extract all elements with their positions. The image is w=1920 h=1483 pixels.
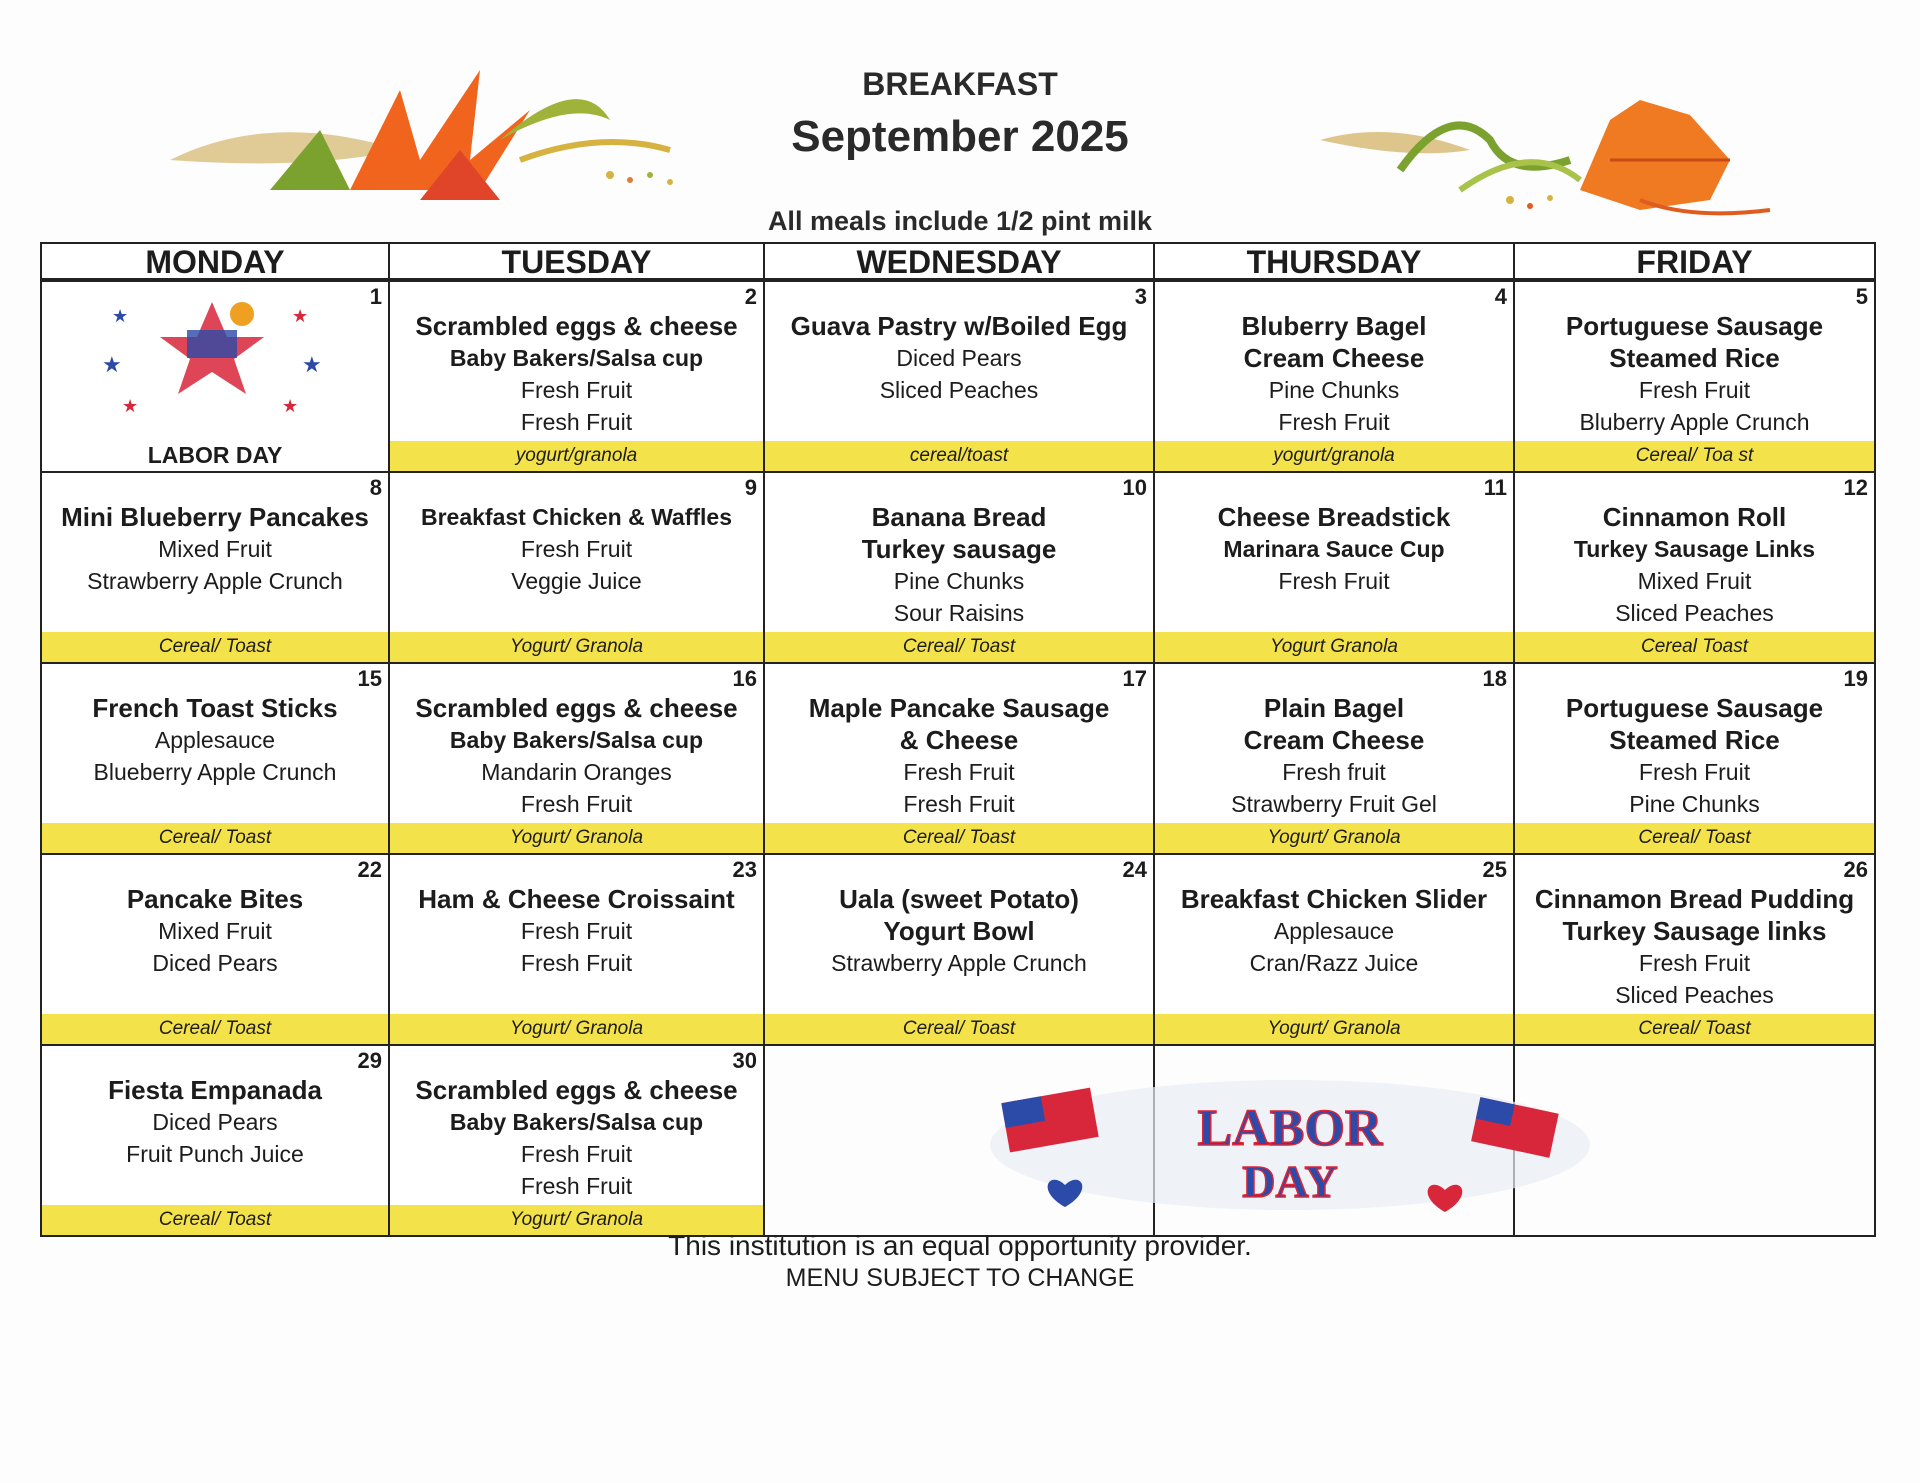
side-item: Turkey Sausage Links bbox=[1573, 536, 1816, 562]
side-item: Applesauce bbox=[1273, 918, 1395, 944]
day-number: 1 bbox=[369, 284, 382, 309]
alternate-option-band: Cereal/ Toa st bbox=[1515, 441, 1874, 471]
meal-items bbox=[390, 692, 763, 820]
equal-opportunity-note: This institution is an equal opportunity provider. bbox=[668, 1230, 1252, 1261]
side-item: Sour Raisins bbox=[893, 600, 1025, 626]
alternate-option-band: cereal/toast bbox=[765, 441, 1153, 471]
main-entree: Steamed Rice bbox=[1609, 725, 1780, 755]
weekday-header-tuesday: TUESDAY bbox=[388, 242, 765, 280]
day-cell-17 bbox=[763, 662, 1155, 855]
meal-items bbox=[1155, 501, 1513, 597]
alternate-option-band: Yogurt/ Granola bbox=[1155, 1014, 1513, 1044]
side-item: Fresh Fruit bbox=[520, 536, 633, 562]
day-number: 22 bbox=[357, 857, 382, 882]
day-cell-5 bbox=[1513, 280, 1876, 473]
day-number: 9 bbox=[744, 475, 757, 500]
side-item: Mandarin Oranges bbox=[481, 759, 672, 785]
main-entree: Yogurt Bowl bbox=[883, 916, 1035, 946]
day-cell-29 bbox=[40, 1044, 390, 1237]
day-cell-1 bbox=[40, 280, 390, 473]
alternate-option-band: yogurt/granola bbox=[1155, 441, 1513, 471]
main-entree: Cheese Breadstick bbox=[1217, 502, 1451, 532]
svg-text:★: ★ bbox=[112, 306, 129, 326]
meal-items bbox=[765, 310, 1153, 406]
holiday-label: LABOR DAY bbox=[147, 442, 283, 468]
svg-text:★: ★ bbox=[302, 352, 322, 377]
side-item: Bluberry Apple Crunch bbox=[1579, 409, 1810, 435]
main-entree: Scrambled eggs & cheese bbox=[415, 311, 738, 341]
meal-items bbox=[1515, 310, 1874, 438]
svg-text:DAY: DAY bbox=[1242, 1156, 1338, 1207]
day-cell-2 bbox=[388, 280, 765, 473]
side-item: Strawberry Apple Crunch bbox=[831, 950, 1087, 976]
main-entree: Cream Cheese bbox=[1243, 343, 1425, 373]
alternate-option-band: yogurt/granola bbox=[390, 441, 763, 471]
svg-text:★: ★ bbox=[292, 306, 309, 326]
meal-items bbox=[1515, 692, 1874, 820]
side-item: Pine Chunks bbox=[893, 568, 1025, 594]
day-number: 3 bbox=[1134, 284, 1147, 309]
day-number: 15 bbox=[357, 666, 382, 691]
side-item: Fresh Fruit bbox=[903, 759, 1015, 785]
meal-items bbox=[390, 883, 763, 979]
day-number: 11 bbox=[1483, 475, 1507, 500]
main-entree: Guava Pastry w/Boiled Egg bbox=[790, 311, 1128, 341]
side-item: Marinara Sauce Cup bbox=[1223, 536, 1445, 562]
main-entree: Uala (sweet Potato) bbox=[839, 884, 1079, 914]
main-entree: Steamed Rice bbox=[1609, 343, 1780, 373]
day-cell-15 bbox=[40, 662, 390, 855]
meal-items bbox=[42, 883, 388, 979]
day-number: 12 bbox=[1843, 475, 1868, 500]
menu-title: BREAKFAST bbox=[862, 66, 1058, 102]
side-item: Pine Chunks bbox=[1629, 791, 1760, 817]
main-entree: Mini Blueberry Pancakes bbox=[61, 502, 369, 532]
alternate-option-band: Cereal Toast bbox=[1515, 632, 1874, 662]
alternate-option-band: Yogurt/ Granola bbox=[1155, 823, 1513, 853]
main-entree: Banana Bread bbox=[871, 502, 1047, 532]
side-item: Sliced Peaches bbox=[879, 377, 1039, 403]
alternate-option-band: Yogurt/ Granola bbox=[390, 1014, 763, 1044]
side-item: Strawberry Fruit Gel bbox=[1231, 791, 1437, 817]
main-entree: Scrambled eggs & cheese bbox=[415, 1075, 738, 1105]
weekday-header-thursday: THURSDAY bbox=[1153, 242, 1515, 280]
labor-day-banner-image bbox=[975, 1065, 1605, 1215]
milk-note: All meals include 1/2 pint milk bbox=[767, 206, 1153, 236]
side-item: Blueberry Apple Crunch bbox=[93, 759, 337, 785]
day-number: 18 bbox=[1482, 666, 1507, 691]
alternate-option-band: Cereal/ Toast bbox=[765, 632, 1153, 662]
meal-items bbox=[1155, 883, 1513, 979]
day-cell-30 bbox=[388, 1044, 765, 1237]
main-entree: Portuguese Sausage bbox=[1565, 311, 1824, 341]
alternate-option-band: Yogurt/ Granola bbox=[390, 1205, 763, 1235]
meal-items bbox=[390, 501, 763, 597]
main-entree: Pancake Bites bbox=[126, 884, 304, 914]
main-entree: Breakfast Chicken Slider bbox=[1180, 884, 1488, 914]
main-entree: Cinnamon Roll bbox=[1602, 502, 1787, 532]
side-item: Applesauce bbox=[154, 727, 276, 753]
meal-items bbox=[390, 310, 763, 438]
day-cell-26 bbox=[1513, 853, 1876, 1046]
day-cell-12 bbox=[1513, 471, 1876, 664]
side-item: Fresh Fruit bbox=[903, 791, 1015, 817]
weekday-header-friday: FRIDAY bbox=[1513, 242, 1876, 280]
day-number: 4 bbox=[1494, 284, 1507, 309]
day-number: 17 bbox=[1122, 666, 1147, 691]
meal-items bbox=[1155, 692, 1513, 820]
side-item: Strawberry Apple Crunch bbox=[87, 568, 343, 594]
day-cell-10 bbox=[763, 471, 1155, 664]
day-number: 30 bbox=[732, 1048, 757, 1073]
day-cell-9 bbox=[388, 471, 765, 664]
alternate-option-band: Yogurt/ Granola bbox=[390, 632, 763, 662]
side-item: Diced Pears bbox=[152, 1109, 278, 1135]
main-entree: Maple Pancake Sausage bbox=[808, 693, 1110, 723]
day-cell-11 bbox=[1153, 471, 1515, 664]
day-cell-16 bbox=[388, 662, 765, 855]
side-item: Fresh Fruit bbox=[520, 409, 633, 435]
side-item: Pine Chunks bbox=[1268, 377, 1400, 403]
side-item: Fresh Fruit bbox=[1278, 409, 1390, 435]
day-number: 5 bbox=[1855, 284, 1868, 309]
menu-change-note: MENU SUBJECT TO CHANGE bbox=[785, 1264, 1135, 1292]
happy-labor-day-image bbox=[92, 292, 332, 422]
side-item: Fresh fruit bbox=[1282, 759, 1386, 785]
side-item: Baby Bakers/Salsa cup bbox=[449, 727, 704, 753]
alternate-option-band: Cereal/ Toast bbox=[42, 823, 388, 853]
side-item: Sliced Peaches bbox=[1615, 600, 1774, 626]
day-cell-19 bbox=[1513, 662, 1876, 855]
menu-month: September 2025 bbox=[791, 112, 1129, 161]
main-entree: & Cheese bbox=[899, 725, 1019, 755]
main-entree: Turkey sausage bbox=[861, 534, 1057, 564]
main-entree: Cream Cheese bbox=[1243, 725, 1425, 755]
main-entree: Scrambled eggs & cheese bbox=[415, 693, 738, 723]
meal-items bbox=[765, 883, 1153, 979]
alternate-option-band: Cereal/ Toast bbox=[42, 1014, 388, 1044]
main-entree: Fiesta Empanada bbox=[108, 1075, 322, 1105]
meal-items bbox=[42, 501, 388, 597]
side-item: Diced Pears bbox=[152, 950, 278, 976]
side-item: Mixed Fruit bbox=[158, 536, 272, 562]
day-cell-4 bbox=[1153, 280, 1515, 473]
side-item: Fresh Fruit bbox=[1278, 568, 1390, 594]
main-entree: Ham & Cheese Croissaint bbox=[418, 884, 735, 914]
side-item: Mixed Fruit bbox=[1637, 568, 1752, 594]
day-cell-18 bbox=[1153, 662, 1515, 855]
alternate-option-band: Cereal/ Toast bbox=[42, 632, 388, 662]
meal-items bbox=[42, 1074, 388, 1170]
day-number: 26 bbox=[1843, 857, 1868, 882]
side-item: Fruit Punch Juice bbox=[126, 1141, 304, 1167]
day-number: 29 bbox=[357, 1048, 382, 1073]
meal-items bbox=[390, 1074, 763, 1202]
side-item: Breakfast Chicken & Waffles bbox=[420, 504, 733, 530]
main-entree: French Toast Sticks bbox=[92, 693, 338, 723]
side-item: Fresh Fruit bbox=[1638, 950, 1751, 976]
svg-text:★: ★ bbox=[282, 396, 299, 416]
side-item: Fresh Fruit bbox=[520, 950, 633, 976]
day-number: 24 bbox=[1122, 857, 1147, 882]
meal-items bbox=[1155, 310, 1513, 438]
meal-items bbox=[765, 692, 1153, 820]
day-cell-8 bbox=[40, 471, 390, 664]
alternate-option-band: Yogurt/ Granola bbox=[390, 823, 763, 853]
meal-items bbox=[1515, 501, 1874, 629]
meal-items bbox=[1515, 883, 1874, 1011]
day-number: 19 bbox=[1843, 666, 1868, 691]
main-entree: Plain Bagel bbox=[1263, 693, 1405, 723]
meal-items bbox=[765, 501, 1153, 629]
alternate-option-band: Cereal/ Toast bbox=[42, 1205, 388, 1235]
main-entree: Bluberry Bagel bbox=[1241, 311, 1427, 341]
side-item: Fresh Fruit bbox=[520, 377, 633, 403]
side-item: Diced Pears bbox=[896, 345, 1022, 371]
day-number: 23 bbox=[732, 857, 757, 882]
alternate-option-band: Cereal/ Toast bbox=[765, 823, 1153, 853]
side-item: Sliced Peaches bbox=[1615, 982, 1774, 1008]
weekday-header-monday: MONDAY bbox=[40, 242, 390, 280]
side-item: Baby Bakers/Salsa cup bbox=[449, 1109, 704, 1135]
alternate-option-band: Cereal/ Toast bbox=[1515, 1014, 1874, 1044]
side-item: Baby Bakers/Salsa cup bbox=[449, 345, 704, 371]
side-item: Veggie Juice bbox=[511, 568, 642, 594]
day-cell-3 bbox=[763, 280, 1155, 473]
day-cell-25 bbox=[1153, 853, 1515, 1046]
side-item: Cran/Razz Juice bbox=[1249, 950, 1419, 976]
day-cell-23 bbox=[388, 853, 765, 1046]
day-cell-22 bbox=[40, 853, 390, 1046]
side-item: Fresh Fruit bbox=[1638, 759, 1751, 785]
svg-text:★: ★ bbox=[122, 396, 139, 416]
day-number: 2 bbox=[744, 284, 757, 309]
svg-text:LABOR: LABOR bbox=[1197, 1100, 1383, 1157]
main-entree: Turkey Sausage links bbox=[1562, 916, 1827, 946]
day-number: 16 bbox=[732, 666, 757, 691]
day-number: 10 bbox=[1122, 475, 1147, 500]
alternate-option-band: Cereal/ Toast bbox=[765, 1014, 1153, 1044]
main-entree: Cinnamon Bread Pudding bbox=[1534, 884, 1855, 914]
main-entree: Portuguese Sausage bbox=[1565, 693, 1824, 723]
day-cell-24 bbox=[763, 853, 1155, 1046]
side-item: Fresh Fruit bbox=[520, 1173, 633, 1199]
side-item: Fresh Fruit bbox=[520, 791, 633, 817]
day-number: 25 bbox=[1482, 857, 1507, 882]
day-number: 8 bbox=[369, 475, 382, 500]
side-item: Fresh Fruit bbox=[1638, 377, 1751, 403]
side-item: Fresh Fruit bbox=[520, 918, 633, 944]
svg-text:★: ★ bbox=[102, 352, 122, 377]
alternate-option-band: Cereal/ Toast bbox=[1515, 823, 1874, 853]
side-item: Mixed Fruit bbox=[158, 918, 272, 944]
side-item: Fresh Fruit bbox=[520, 1141, 633, 1167]
weekday-header-wednesday: WEDNESDAY bbox=[763, 242, 1155, 280]
alternate-option-band: Yogurt Granola bbox=[1155, 632, 1513, 662]
meal-items bbox=[42, 692, 388, 788]
